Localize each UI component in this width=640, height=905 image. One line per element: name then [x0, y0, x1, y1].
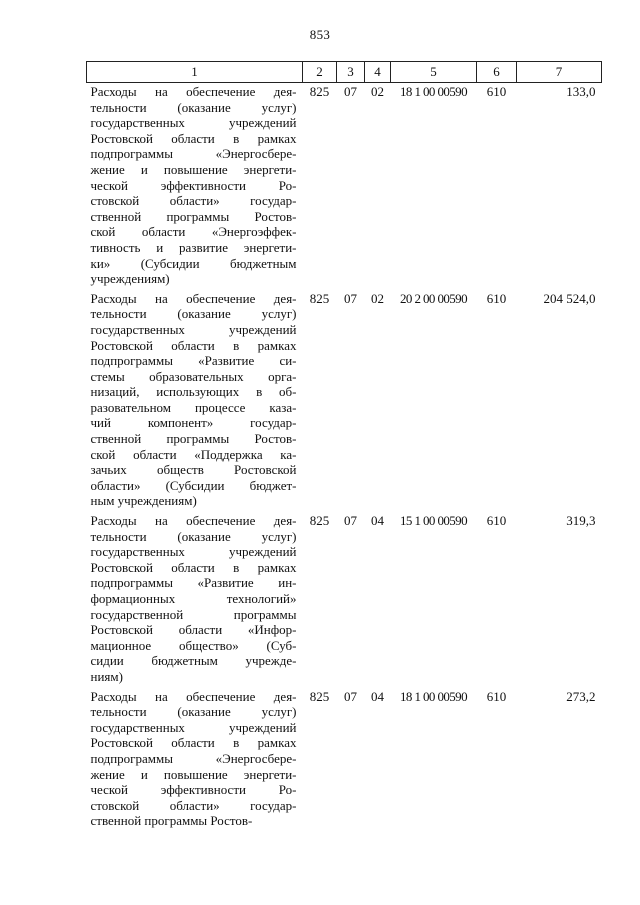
- description-line: стовской области» государ-: [90, 193, 297, 209]
- description-line: Расходы на обеспечение дея-: [90, 513, 297, 529]
- description-line: Ростовской области в рамках: [90, 130, 297, 146]
- row-description: [87, 290, 303, 512]
- row-ministry-code: 825: [309, 688, 330, 704]
- description-line: сидии бюджетным учрежде-: [90, 653, 297, 669]
- table-row: [87, 83, 602, 290]
- row-subsection-code: 04: [371, 513, 384, 529]
- header-col-2: 2: [303, 62, 337, 83]
- description-line: государственных учреждений: [90, 321, 297, 337]
- description-line: ческой эффективности Ро-: [90, 782, 297, 798]
- header-col-4: 4: [365, 62, 391, 83]
- description-line: государственных учреждений: [90, 544, 297, 560]
- description-line: Ростовской области в рамках: [90, 735, 297, 751]
- description-line: Расходы на обеспечение дея-: [90, 688, 297, 704]
- description-line: Ростовской области «Инфор-: [90, 622, 297, 638]
- description-line: стовской области» государ-: [90, 797, 297, 813]
- description-line: подпрограммы «Развитие ин-: [90, 575, 297, 591]
- description-line: подпрограммы «Развитие си-: [90, 353, 297, 369]
- description-line: тельности (оказание услуг): [90, 306, 297, 322]
- description-line: государственной программы: [90, 606, 297, 622]
- description-line: области» (Субсидии бюджет-: [90, 477, 297, 493]
- description-line: Ростовской области в рамках: [90, 559, 297, 575]
- description-line: ниям): [90, 668, 123, 684]
- row-target-article-code: 18 1 00 00590: [400, 688, 467, 704]
- table-header-row: [87, 62, 602, 83]
- description-line: формационных технологий»: [90, 591, 297, 606]
- row-amount: 204 524,0: [543, 290, 596, 306]
- description-line: Расходы на обеспечение дея-: [90, 290, 297, 306]
- row-section-code: 07: [344, 84, 357, 99]
- description-line: ным учреждениям): [90, 493, 197, 509]
- description-line: Ростовской области в рамках: [90, 337, 297, 353]
- description-line: жение и повышение энергети-: [90, 161, 297, 177]
- row-subsection-code: 02: [371, 84, 384, 99]
- row-description: [87, 688, 303, 832]
- description-line: стемы образовательных орга-: [90, 368, 297, 384]
- description-line: тельности (оказание услуг): [90, 704, 297, 720]
- description-line: чий компонент» государ-: [90, 415, 297, 431]
- header-col-3: 3: [337, 62, 365, 83]
- table-row: [87, 290, 602, 512]
- row-amount: 133,0: [566, 84, 596, 99]
- table-body: [87, 83, 602, 832]
- row-target-article-code: 18 1 00 00590: [400, 84, 467, 99]
- row-ministry-code: 825: [309, 513, 330, 529]
- description-line: государственных учреждений: [90, 719, 297, 735]
- row-subsection-code: 04: [371, 688, 384, 704]
- table-row: [87, 688, 602, 832]
- description-line: ственной программы Ростов-: [90, 208, 297, 224]
- description-line: зачьих обществ Ростовской: [90, 462, 297, 478]
- row-target-article-code: 20 2 00 00590: [400, 290, 467, 306]
- description-line: ки» (Субсидии бюджетным: [90, 255, 297, 271]
- description-line: разовательном процессе каза-: [90, 399, 297, 415]
- row-amount: 273,2: [566, 688, 596, 704]
- description-line: ственной программы Ростов-: [90, 431, 297, 447]
- table-row: [87, 512, 602, 688]
- row-amount: 319,3: [566, 513, 596, 529]
- description-line: ческой эффективности Ро-: [90, 177, 297, 193]
- description-line: жение и повышение энергети-: [90, 766, 297, 782]
- description-line: тивность и развитие энергети-: [90, 239, 297, 255]
- row-target-article-code: 15 1 00 00590: [400, 513, 467, 529]
- description-line: ской области «Энергоэффек-: [90, 224, 297, 240]
- row-section-code: 07: [344, 513, 357, 529]
- row-section-code: 07: [344, 290, 357, 306]
- page-number: 853: [309, 27, 331, 42]
- description-line: учреждениям): [90, 271, 170, 287]
- row-expense-type-code: 610: [486, 688, 507, 704]
- description-line: Расходы на обеспечение дея-: [90, 84, 297, 99]
- description-line: ственной программы Ростов-: [90, 813, 253, 829]
- row-ministry-code: 825: [309, 290, 330, 306]
- description-line: низаций, использующих в об-: [90, 384, 297, 400]
- description-line: подпрограммы «Энергосбере-: [90, 146, 297, 162]
- row-expense-type-code: 610: [486, 290, 507, 306]
- row-subsection-code: 02: [371, 290, 384, 306]
- header-col-1: 1: [87, 62, 303, 83]
- description-line: мационное общество» (Суб-: [90, 637, 297, 653]
- row-expense-type-code: 610: [486, 513, 507, 529]
- description-line: тельности (оказание услуг): [90, 528, 297, 544]
- description-line: ской области «Поддержка ка-: [90, 446, 297, 462]
- row-description: [87, 83, 303, 290]
- row-section-code: 07: [344, 688, 357, 704]
- header-col-6: 6: [477, 62, 517, 83]
- budget-table: [86, 61, 602, 832]
- header-col-7: 7: [517, 62, 602, 83]
- row-expense-type-code: 610: [486, 84, 507, 99]
- description-line: тельности (оказание услуг): [90, 99, 297, 115]
- row-ministry-code: 825: [309, 84, 330, 99]
- header-col-5: 5: [391, 62, 477, 83]
- description-line: государственных учреждений: [90, 115, 297, 131]
- description-line: подпрограммы «Энергосбере-: [90, 750, 297, 766]
- row-description: [87, 512, 303, 688]
